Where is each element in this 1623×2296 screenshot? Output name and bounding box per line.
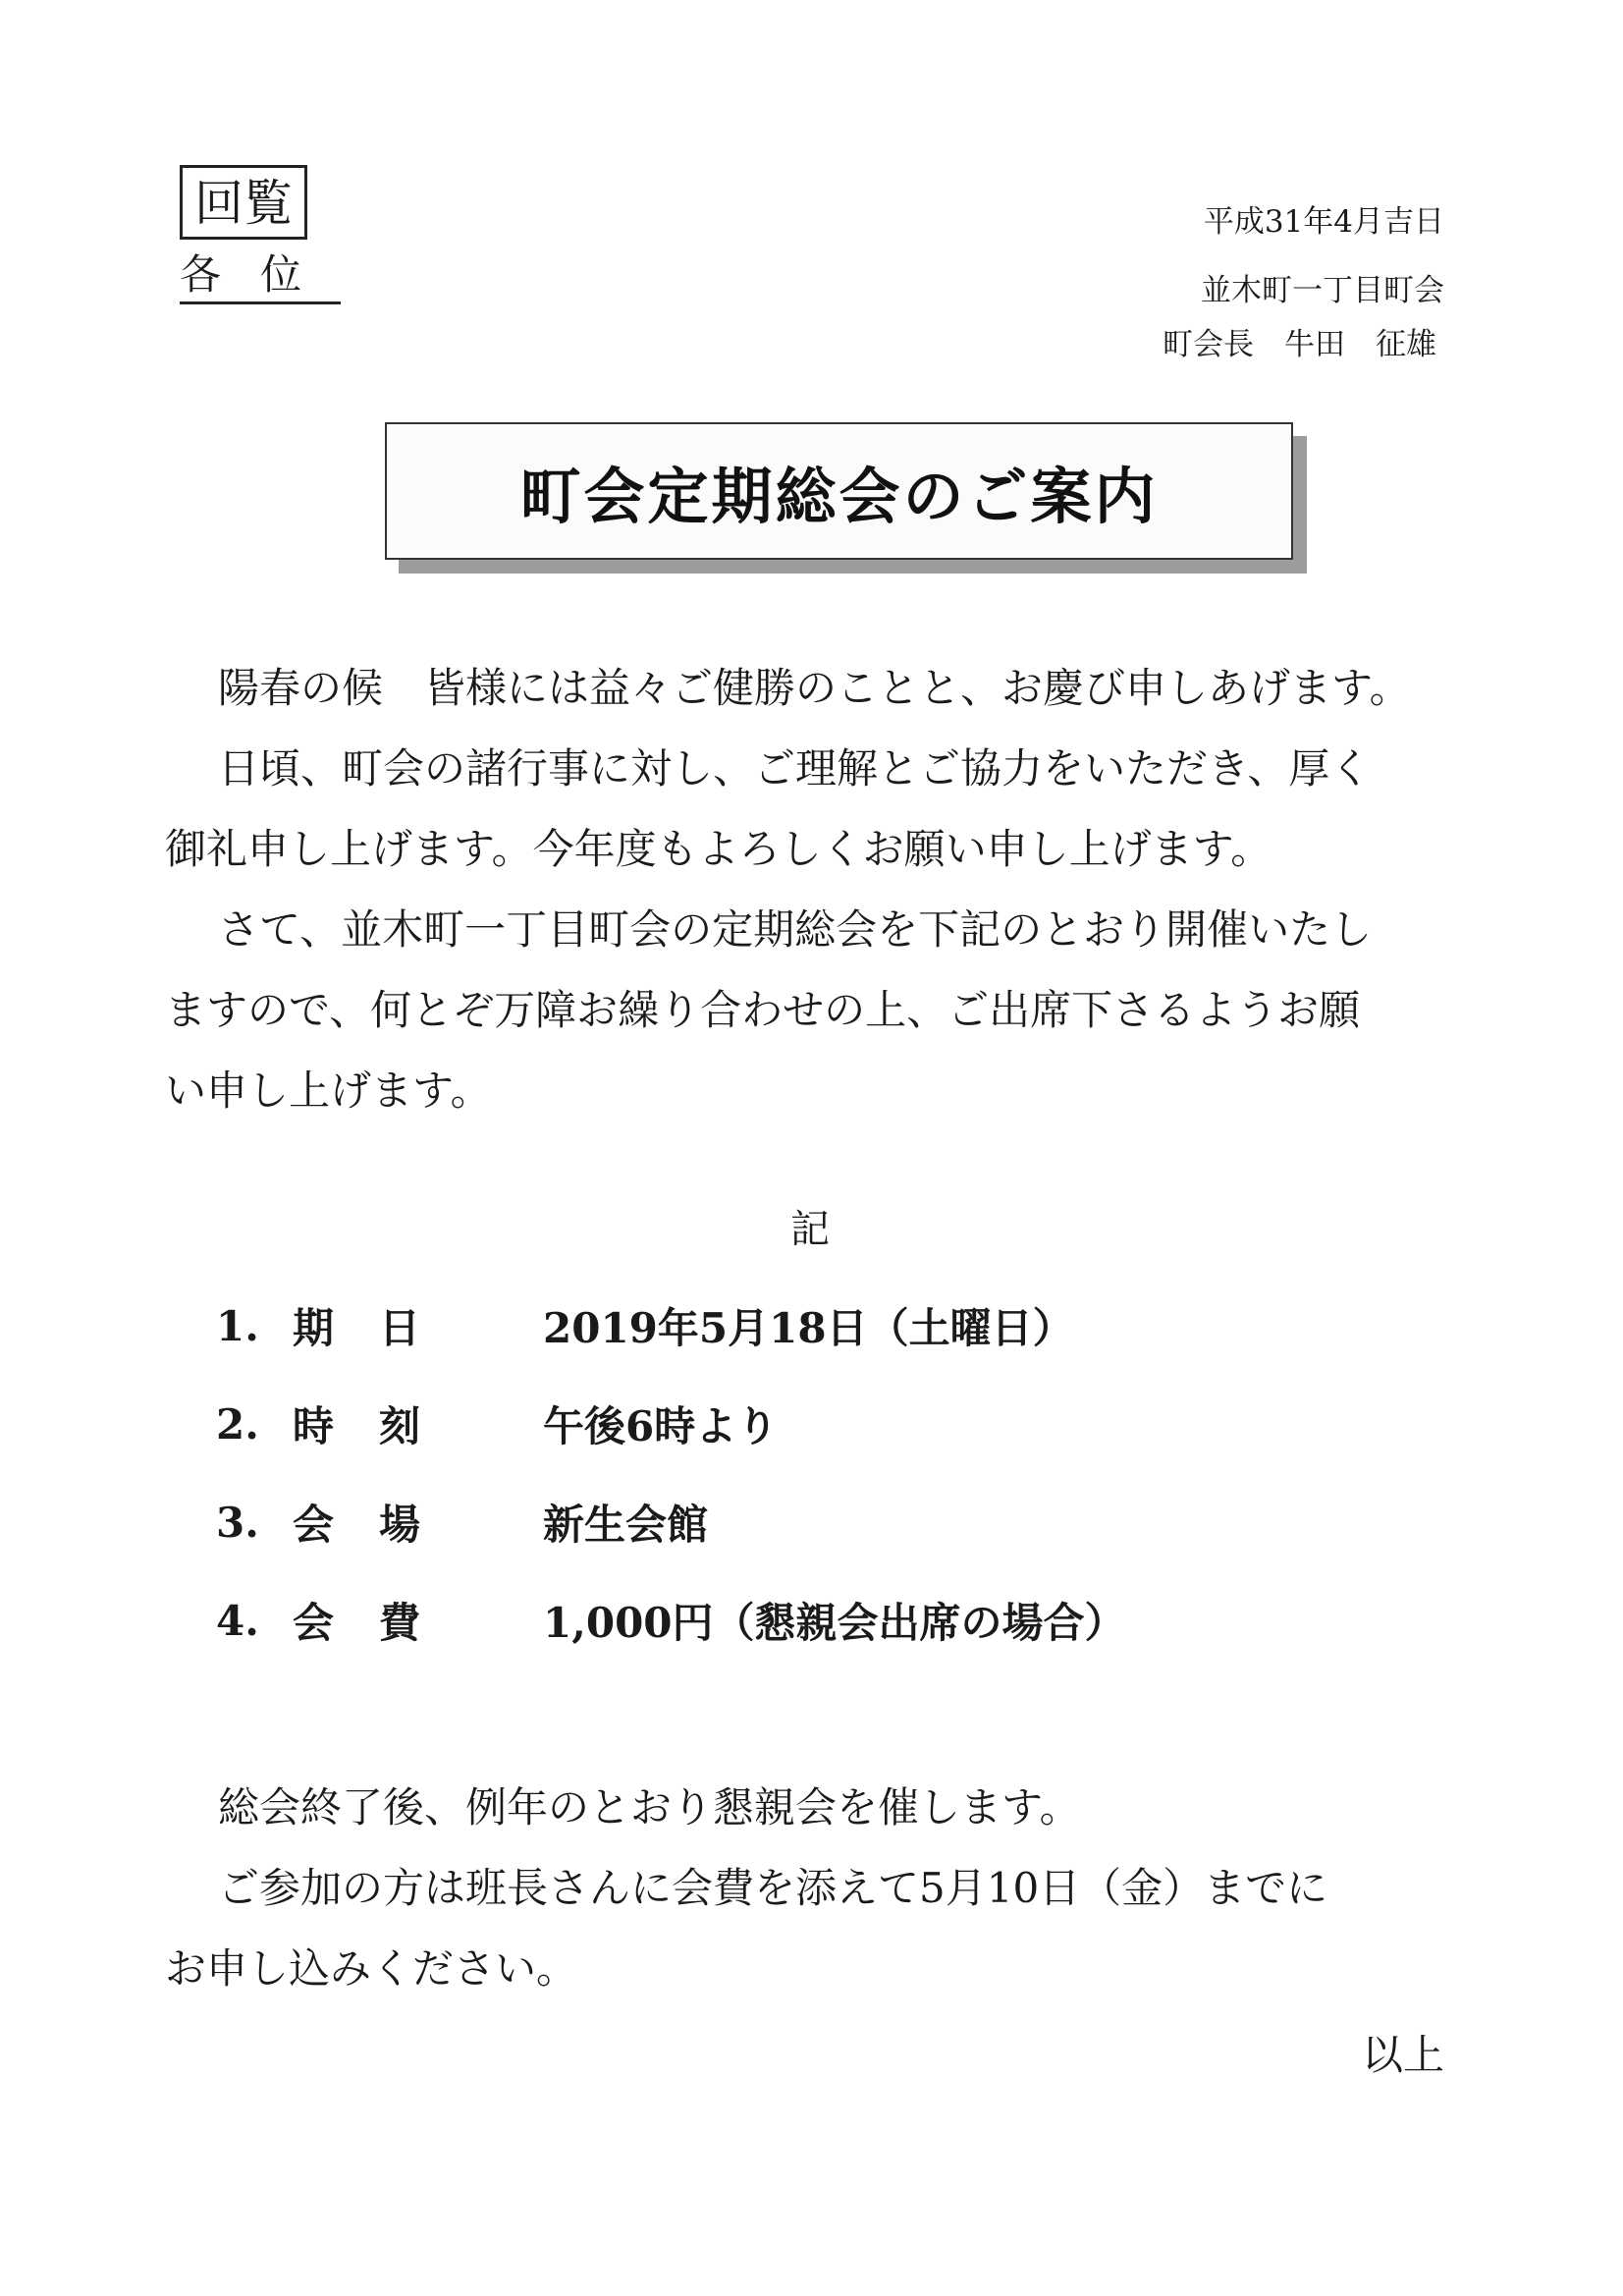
body-text <box>165 648 1461 1131</box>
body-line: さて、並木町一丁目町会の定期総会を下記のとおり開催いたし <box>218 905 1373 954</box>
item-value: 1,000円（懇親会出席の場合） <box>543 1599 1126 1647</box>
title-box <box>385 422 1293 560</box>
item-number: 1. <box>216 1301 259 1350</box>
body-line: 日頃、町会の諸行事に対し、ご理解とご協力をいただき、厚く <box>218 744 1372 793</box>
issue-date: 平成31年4月吉日 <box>1203 204 1444 240</box>
item-value: 新生会館 <box>543 1501 709 1549</box>
closing-line: お申し込みください。 <box>165 1944 578 1993</box>
item-value: 午後6時より <box>543 1402 779 1450</box>
body-line: 御礼申し上げます。今年度もよろしくお願い申し上げます。 <box>165 825 1272 873</box>
chairperson: 町会長 牛田 征雄 <box>1163 327 1436 362</box>
item-label: 会場 <box>293 1501 466 1549</box>
item-number: 4. <box>216 1596 259 1645</box>
body-line: 陽春の候 皆様には益々ご健勝のことと、お慶び申しあげます。 <box>218 664 1411 712</box>
title-frame <box>385 422 1293 560</box>
end-mark: 以上 <box>1361 2031 1444 2079</box>
item-value: 2019年5月18日（土曜日） <box>543 1304 1074 1352</box>
body-line: ますので、何とぞ万障お繰り合わせの上、ご出席下さるようお願 <box>165 986 1361 1034</box>
item-number: 2. <box>216 1399 259 1449</box>
item-label: 時刻 <box>293 1402 466 1450</box>
detail-item-venue <box>216 1473 1126 1571</box>
circulation-stamp: 回覧 <box>180 165 307 240</box>
page-title: 町会定期総会のご案内 <box>519 460 1159 532</box>
detail-item-fee <box>216 1571 1126 1669</box>
details-list <box>216 1277 1126 1669</box>
item-label: 会費 <box>293 1599 466 1647</box>
body-line: い申し上げます。 <box>165 1066 492 1115</box>
detail-item-date <box>216 1277 1126 1375</box>
detail-item-time <box>216 1375 1126 1473</box>
closing-line: 総会終了後、例年のとおり懇親会を催します。 <box>218 1783 1081 1831</box>
organization-name: 並木町一丁目町会 <box>1201 273 1444 308</box>
closing-line: ご参加の方は班長さんに会費を添えて5月10日（金）までに <box>218 1864 1328 1912</box>
closing-text <box>165 1768 1471 2009</box>
addressee: 各位 <box>180 250 341 304</box>
item-label: 期日 <box>293 1304 466 1352</box>
ki-heading: 記 <box>790 1207 830 1252</box>
item-number: 3. <box>216 1498 259 1547</box>
